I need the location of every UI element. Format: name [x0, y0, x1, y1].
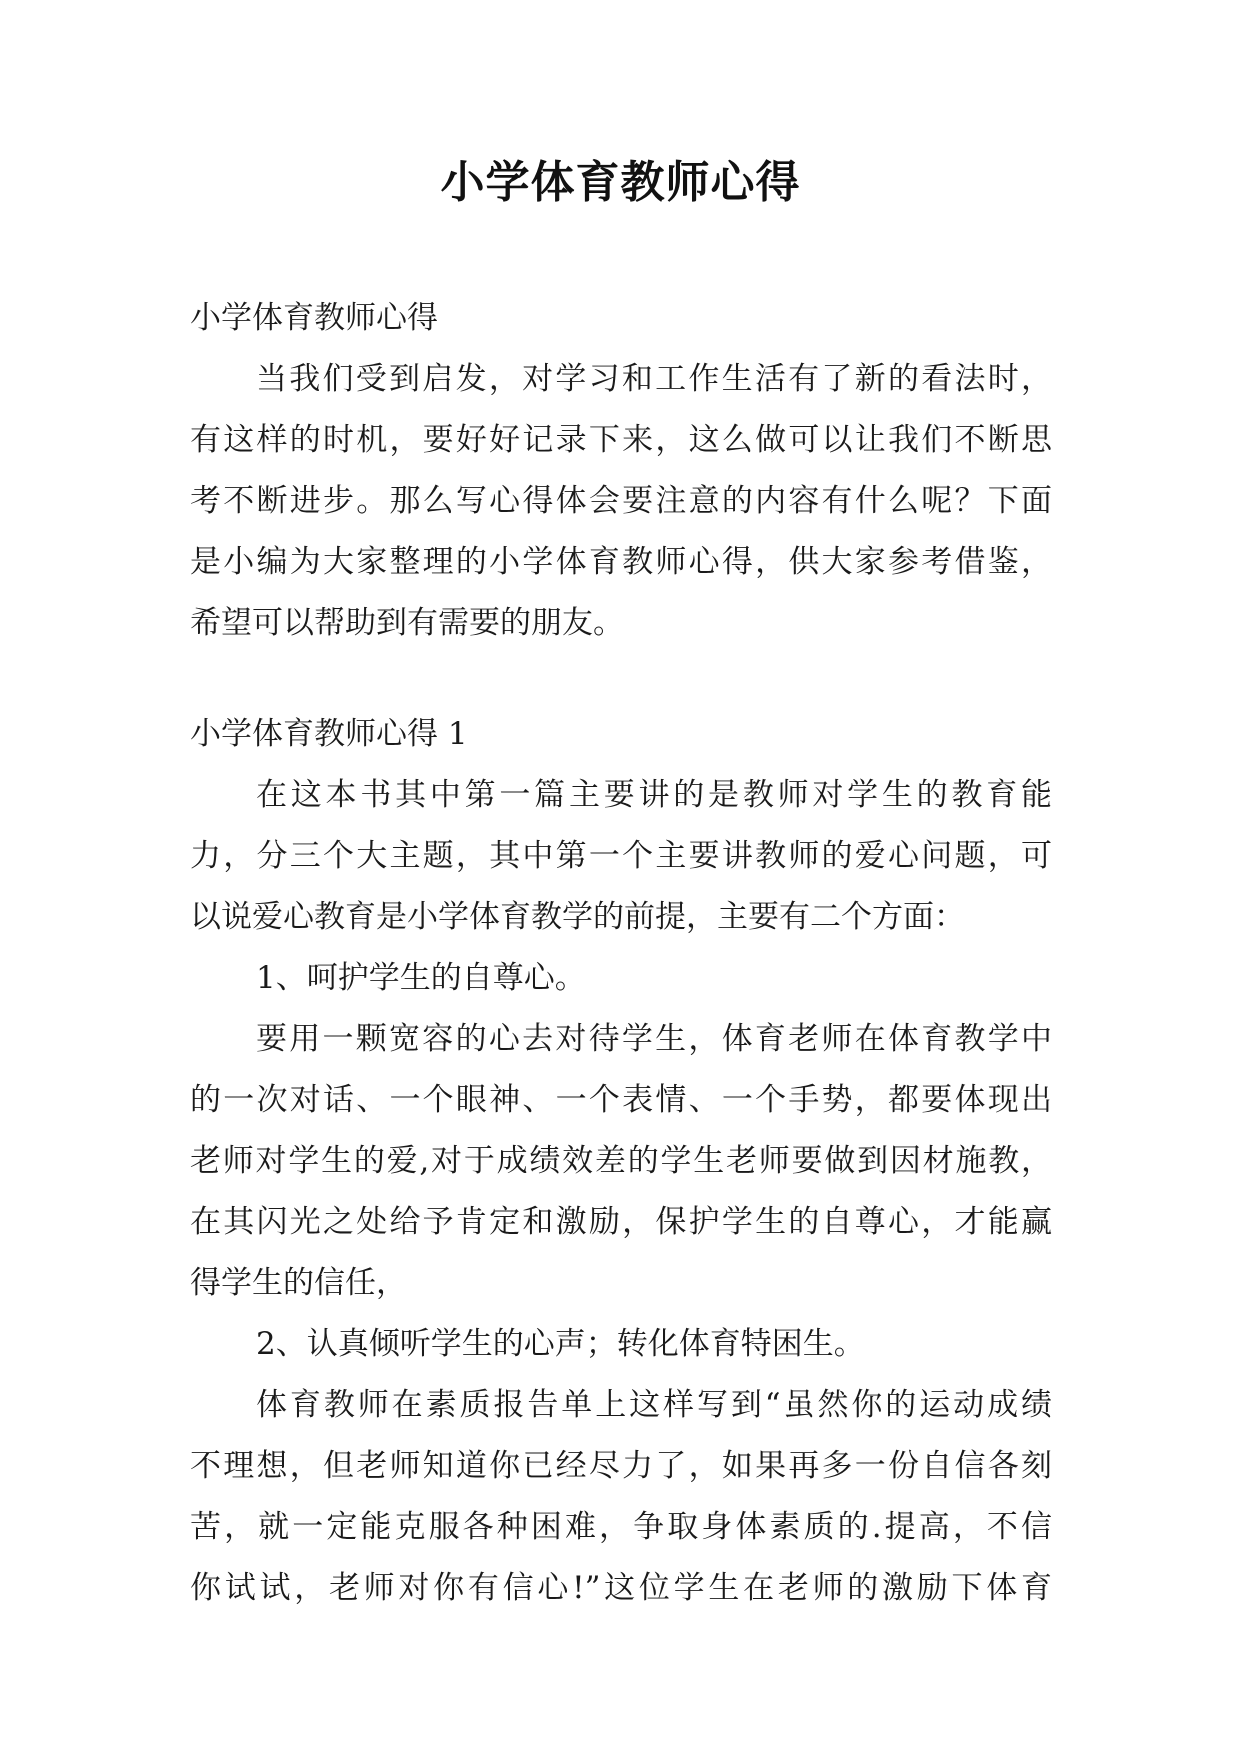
paragraph-line: 希望可以帮助到有需要的朋友。	[190, 605, 624, 641]
paragraph-line: 有这样的时机，要好好记录下来，这么做可以让我们不断思	[190, 422, 1052, 458]
paragraph-line: 的一次对话、一个眼神、一个表情、一个手势，都要体现出	[190, 1082, 1052, 1118]
paragraph-line: 你试试，老师对你有信心!”这位学生在老师的激励下体育	[190, 1570, 1052, 1606]
paragraph-line: 是小编为大家整理的小学体育教师心得，供大家参考借鉴，	[190, 544, 1052, 580]
paragraph-line: 当我们受到启发，对学习和工作生活有了新的看法时，	[256, 361, 1052, 397]
paragraph-line: 体育教师在素质报告单上这样写到“虽然你的运动成绩	[256, 1387, 1052, 1423]
paragraph-line: 在这本书其中第一篇主要讲的是教师对学生的教育能	[256, 777, 1052, 813]
paragraph-line: 要用一颗宽容的心去对待学生，体育老师在体育教学中	[256, 1021, 1052, 1057]
paragraph-line: 以说爱心教育是小学体育教学的前提，主要有二个方面：	[190, 899, 965, 935]
paragraph-line: 苦，就一定能克服各种困难，争取身体素质的.提高，不信	[190, 1509, 1052, 1545]
section-heading: 小学体育教师心得 1	[190, 716, 468, 752]
document-title: 小学体育教师心得	[440, 157, 801, 208]
paragraph-line: 得学生的信任，	[190, 1265, 407, 1301]
list-item: 1、呵护学生的自尊心。	[256, 960, 586, 996]
subtitle-line: 小学体育教师心得	[190, 300, 438, 336]
paragraph-line: 不理想，但老师知道你已经尽力了，如果再多一份自信各刻	[190, 1448, 1052, 1484]
paragraph-line: 老师对学生的爱,对于成绩效差的学生老师要做到因材施教，	[190, 1143, 1052, 1179]
paragraph-line: 力，分三个大主题，其中第一个主要讲教师的爱心问题，可	[190, 838, 1052, 874]
list-item: 2、认真倾听学生的心声；转化体育特困生。	[256, 1326, 865, 1362]
paragraph-line: 考不断进步。那么写心得体会要注意的内容有什么呢？下面	[190, 483, 1052, 519]
paragraph-line: 在其闪光之处给予肯定和激励，保护学生的自尊心，才能赢	[190, 1204, 1052, 1240]
